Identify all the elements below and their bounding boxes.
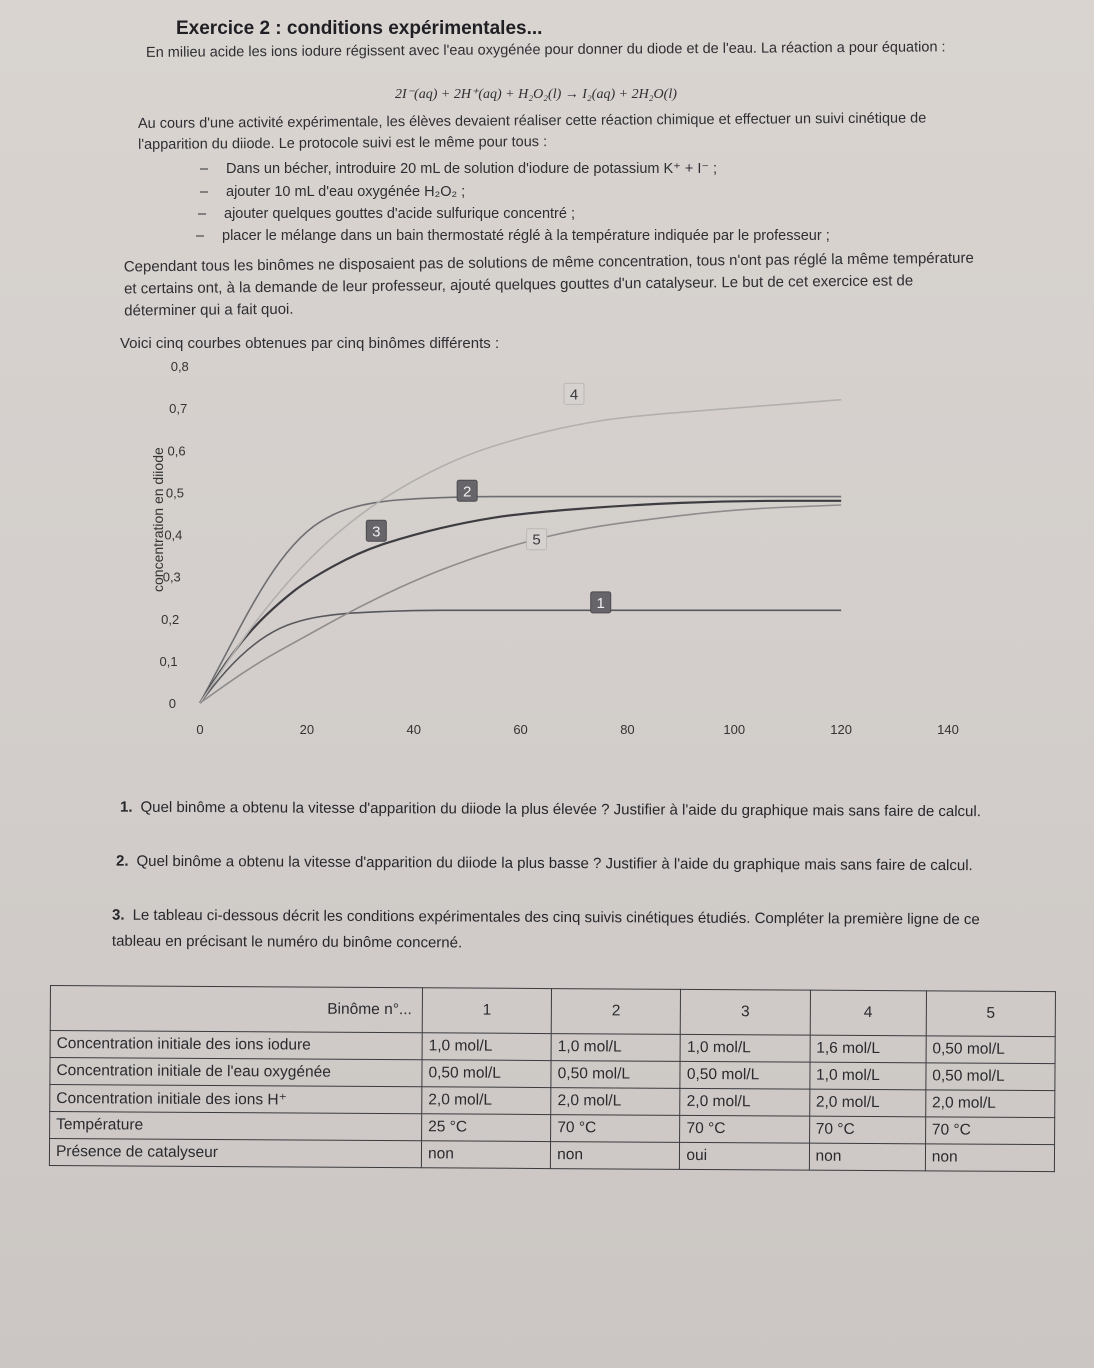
list-dash: – [200,161,209,177]
row-label: Présence de catalyseur [49,1139,421,1168]
list-dash: – [198,206,207,222]
y-axis-label: concentration en diiode [150,447,166,592]
y-tick-label: 0,7 [169,401,188,417]
y-tick-label: 0,5 [165,485,184,501]
curve-tag-label: 2 [462,483,472,501]
curve-5 [200,505,841,703]
question-1: 1. Quel binôme a obtenu la vitesse d'apparition du diiode la plus élevée ? Justifier à l'aide du graphique mais sans faire de calcul. [119,798,981,821]
x-tick-label: 80 [620,722,635,737]
y-tick-label: 0,8 [170,359,189,374]
curve-4 [200,400,841,703]
x-tick-label: 60 [513,722,528,737]
reaction-equation: 2I⁻(aq) + 2H⁺(aq) + H₂O₂(l) → I₂(aq) + 2H₂O(l) [395,87,677,102]
x-tick-label: 0 [196,722,204,737]
header-cell: 2 [551,989,680,1035]
x-tick-label: 120 [830,722,852,737]
protocol-step-2: – ajouter 10 mL d'eau oxygénée H₂O₂ ; [200,184,466,200]
diiode-chart [0,340,1094,750]
header-cell: 3 [681,989,810,1035]
curve-2 [200,497,841,703]
list-dash: – [200,184,209,200]
y-tick-label: 0,2 [161,611,180,627]
y-tick-label: 0,1 [159,653,178,669]
table-cell: 1,0 mol/L [551,1034,680,1062]
table-row [49,1139,1054,1172]
protocol-step-3: – ajouter quelques gouttes d'acide sulfurique concentré ; [198,206,576,222]
curves-intro: Voici cinq courbes obtenues par cinq binômes différents : [120,335,500,352]
table-cell: 1,0 mol/L [422,1033,551,1061]
y-tick-label: 0,4 [164,527,183,543]
x-tick-label: 140 [937,722,959,737]
question-number: 3. [112,906,125,924]
curve-tag-label: 4 [569,386,579,404]
table-cell: 0,50 mol/L [551,1061,680,1089]
table-cell: non [809,1143,925,1171]
table-cell: 25 °C [422,1114,551,1142]
table-cell: 2,0 mol/L [680,1088,809,1116]
table-cell: 1,0 mol/L [680,1034,809,1062]
table-cell: 2,0 mol/L [925,1090,1054,1118]
table-cell: oui [680,1142,809,1170]
context-paragraph: Au cours d'une activité expérimentale, les élèves devaient réaliser cette réaction chimique et effectuer un suivi cinétique de l'apparition du diiode. Le protocole suivi est le même pour tous : [137,110,927,153]
table-cell: 2,0 mol/L [551,1088,680,1116]
row-label: Concentration initiale de l'eau oxygénée [50,1058,422,1087]
however-paragraph: Cependant tous les binômes ne disposaient pas de solutions de même concentration, tous n'ont pas réglé la même température et certains ont, à la demande de leur professeur, ajouté quelques gouttes d'un catalyseur. Le but de cet exercice est de déterminer qui a fait quoi. [123,249,974,320]
table-cell: 2,0 mol/L [809,1089,925,1117]
header-label: Binôme n°... [50,986,422,1033]
header-cell: 1 [422,988,551,1034]
curve-tag-label: 3 [372,523,381,541]
table-cell: 0,50 mol/L [422,1060,551,1088]
curve-tag-label: 5 [532,531,541,549]
question-2: 2. Quel binôme a obtenu la vitesse d'apparition du diiode la plus basse ? Justifier à l'aide du graphique mais sans faire de calcul. [115,852,973,875]
header-cell: 4 [810,990,926,1036]
table-cell: non [551,1142,680,1170]
table-cell: 70 °C [925,1117,1054,1145]
conditions-table [49,985,1056,1172]
table-cell: 70 °C [809,1116,925,1144]
y-tick-label: 0,3 [162,569,181,585]
x-tick-label: 100 [723,722,746,737]
table-cell: non [421,1141,550,1169]
x-tick-label: 20 [299,722,315,737]
intro-paragraph: En milieu acide les ions iodure régissent avec l'eau oxygénée pour donner du diode et de l'eau. La réaction a pour équation : [145,39,946,61]
table-cell: 1,6 mol/L [810,1035,926,1063]
table-cell: 0,50 mol/L [926,1036,1055,1064]
table-cell: 2,0 mol/L [422,1087,551,1115]
protocol-step-4: – placer le mélange dans un bain thermostaté réglé à la température indiquée par le professeur ; [196,228,830,244]
header-cell: 5 [926,991,1056,1037]
question-number: 2. [115,852,129,870]
row-label: Concentration initiale des ions iodure [50,1031,422,1060]
curve-tag-label: 1 [596,594,605,612]
table-cell: 70 °C [551,1115,680,1143]
x-tick-label: 40 [406,722,421,737]
list-dash: – [196,228,205,244]
y-tick-label: 0,6 [167,443,186,459]
table-cell: 0,50 mol/L [926,1063,1055,1091]
table-cell: 1,0 mol/L [809,1062,925,1090]
question-3: 3. Le tableau ci-dessous décrit les conditions expérimentales des cinq suivis cinétiques étudiés. Compléter la première ligne de ce tableau en précisant le numéro du binôme concerné. [111,906,980,952]
table-header-row [50,986,1055,1037]
table-cell: non [925,1144,1054,1172]
y-tick-label: 0 [168,696,176,711]
question-number: 1. [119,798,133,816]
row-label: Concentration initiale des ions H⁺ [50,1085,422,1114]
curve-3 [200,501,841,703]
table-cell: 70 °C [680,1115,809,1143]
curve-1 [200,610,841,703]
table-cell: 0,50 mol/L [680,1061,809,1089]
exercise-title: Exercice 2 : conditions expérimentales... [176,18,543,39]
row-label: Température [50,1112,422,1141]
protocol-step-1: – Dans un bécher, introduire 20 mL de solution d'iodure de potassium K⁺ + I⁻ ; [200,161,718,177]
